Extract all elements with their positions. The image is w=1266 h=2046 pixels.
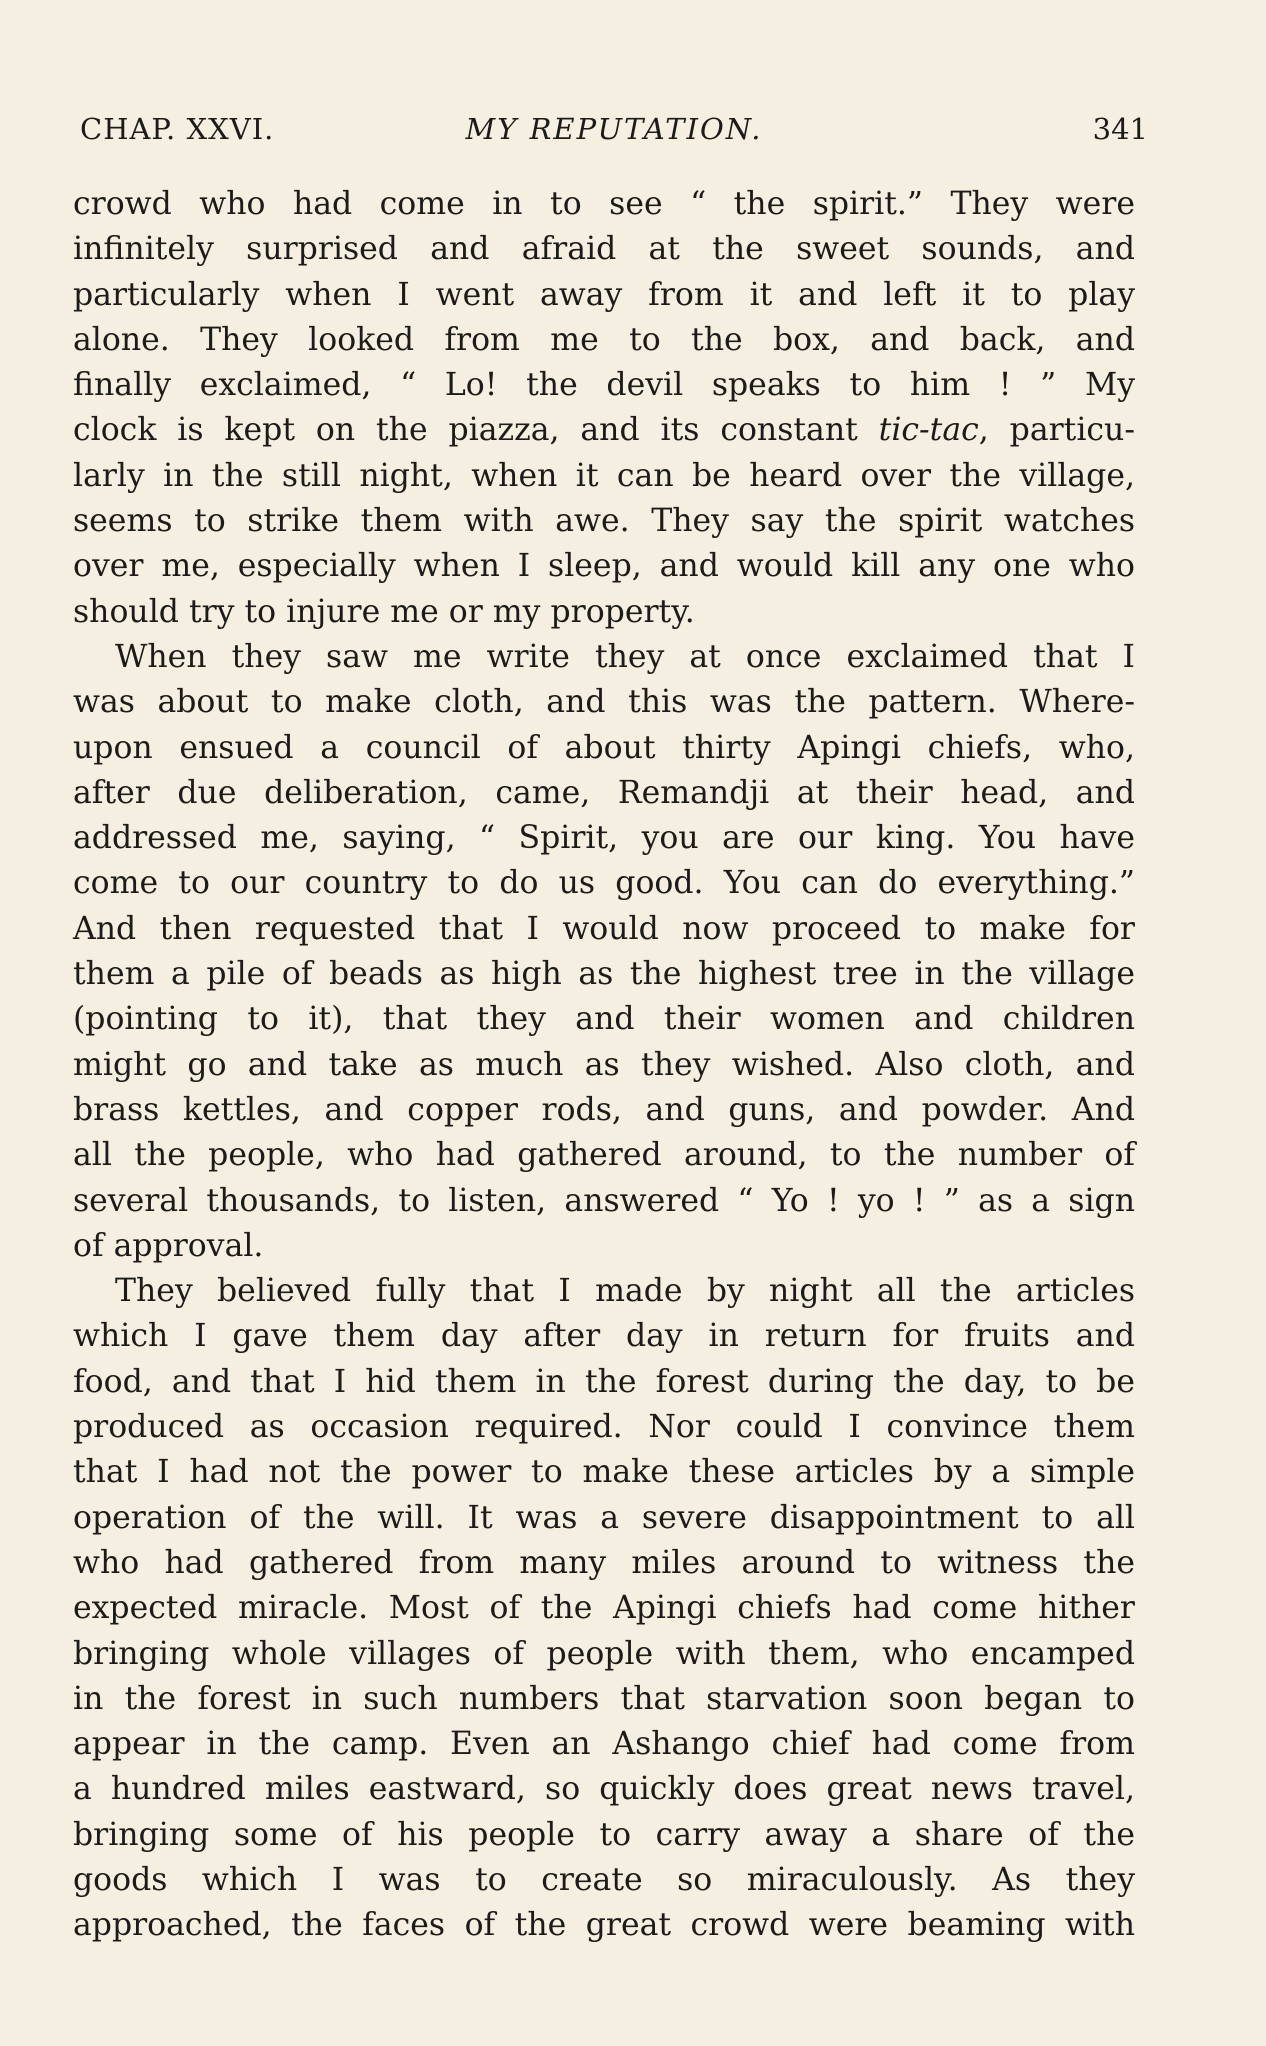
text-line: might go and take as much as they wished. Also cloth, and: [73, 1046, 1135, 1083]
text-line: infinitely surprised and afraid at the sweet sounds, and: [73, 231, 1135, 268]
text-line: should try to injure me or my property.: [73, 593, 695, 630]
text-line: expected miracle. Most of the Apingi chiefs had come hither: [73, 1590, 1135, 1627]
text-line: which I gave them day after day in return for fruits and: [73, 1318, 1135, 1355]
text-line: all the people, who had gathered around, to the number of: [73, 1137, 1135, 1174]
text-line: particularly when I went away from it and left it to play: [73, 276, 1135, 313]
text-line: in the forest in such numbers that starvation soon began to: [73, 1680, 1135, 1717]
text-line: clock is kept on the piazza, and its constant tic-tac, particu-: [73, 412, 1135, 449]
text-line: They believed fully that I made by night all the articles: [115, 1273, 1135, 1310]
text-line: a hundred miles eastward, so quickly does great news travel,: [73, 1771, 1135, 1808]
text-line: who had gathered from many miles around to witness the: [73, 1544, 1135, 1581]
running-title: MY REPUTATION.: [465, 112, 763, 146]
text-line: crowd who had come in to see “ the spirit.” They were: [73, 186, 1135, 222]
text-line: bringing some of his people to carry away a share of the: [73, 1816, 1135, 1853]
text-line: appear in the camp. Even an Ashango chief had come from: [73, 1726, 1135, 1763]
text-line: was about to make cloth, and this was the pattern. Where-: [73, 684, 1135, 721]
text-line: larly in the still night, when it can be heard over the village,: [73, 457, 1135, 494]
running-header: [80, 112, 1148, 152]
text-line: (pointing to it), that they and their women and children: [73, 1001, 1135, 1038]
text-line: When they saw me write they at once exclaimed that I: [115, 638, 1135, 675]
text-line: that I had not the power to make these articles by a simple: [73, 1454, 1135, 1491]
body-text: [73, 182, 1135, 1949]
text-line: after due deliberation, came, Remandji at their head, and: [73, 774, 1135, 811]
text-line: seems to strike them with awe. They say the spirit watches: [73, 503, 1135, 540]
text-line: operation of the will. It was a severe disappointment to all: [73, 1499, 1135, 1536]
text-line: come to our country to do us good. You can do everything.”: [73, 865, 1135, 902]
text-line: finally exclaimed, “ Lo! the devil speaks to him ! ” My: [73, 367, 1135, 404]
text-line: addressed me, saying, “ Spirit, you are our king. You have: [73, 820, 1135, 857]
text-line: And then requested that I would now proceed to make for: [73, 910, 1135, 947]
text-line: brass kettles, and copper rods, and guns, and powder. And: [73, 1091, 1135, 1128]
text-line: several thousands, to listen, answered “ Yo ! yo ! ” as a sign: [73, 1182, 1135, 1219]
text-line: goods which I was to create so miraculously. As they: [73, 1861, 1135, 1898]
chapter-label: CHAP. XXVI.: [80, 112, 275, 146]
text-line: upon ensued a council of about thirty Apingi chiefs, who,: [73, 729, 1135, 766]
text-line: bringing whole villages of people with them, who encamped: [73, 1635, 1135, 1672]
text-line: food, and that I hid them in the forest during the day, to be: [73, 1363, 1135, 1400]
text-line: of approval.: [73, 1227, 264, 1264]
text-line: approached, the faces of the great crowd were beaming with: [73, 1907, 1135, 1944]
text-line: them a pile of beads as high as the highest tree in the village: [73, 956, 1135, 993]
text-line: alone. They looked from me to the box, and back, and: [73, 321, 1135, 358]
text-line: over me, especially when I sleep, and would kill any one who: [73, 548, 1135, 585]
page-number: 341: [1092, 112, 1148, 146]
text-line: produced as occasion required. Nor could I convince them: [73, 1409, 1135, 1446]
italic-word: tic-tac: [878, 412, 979, 449]
